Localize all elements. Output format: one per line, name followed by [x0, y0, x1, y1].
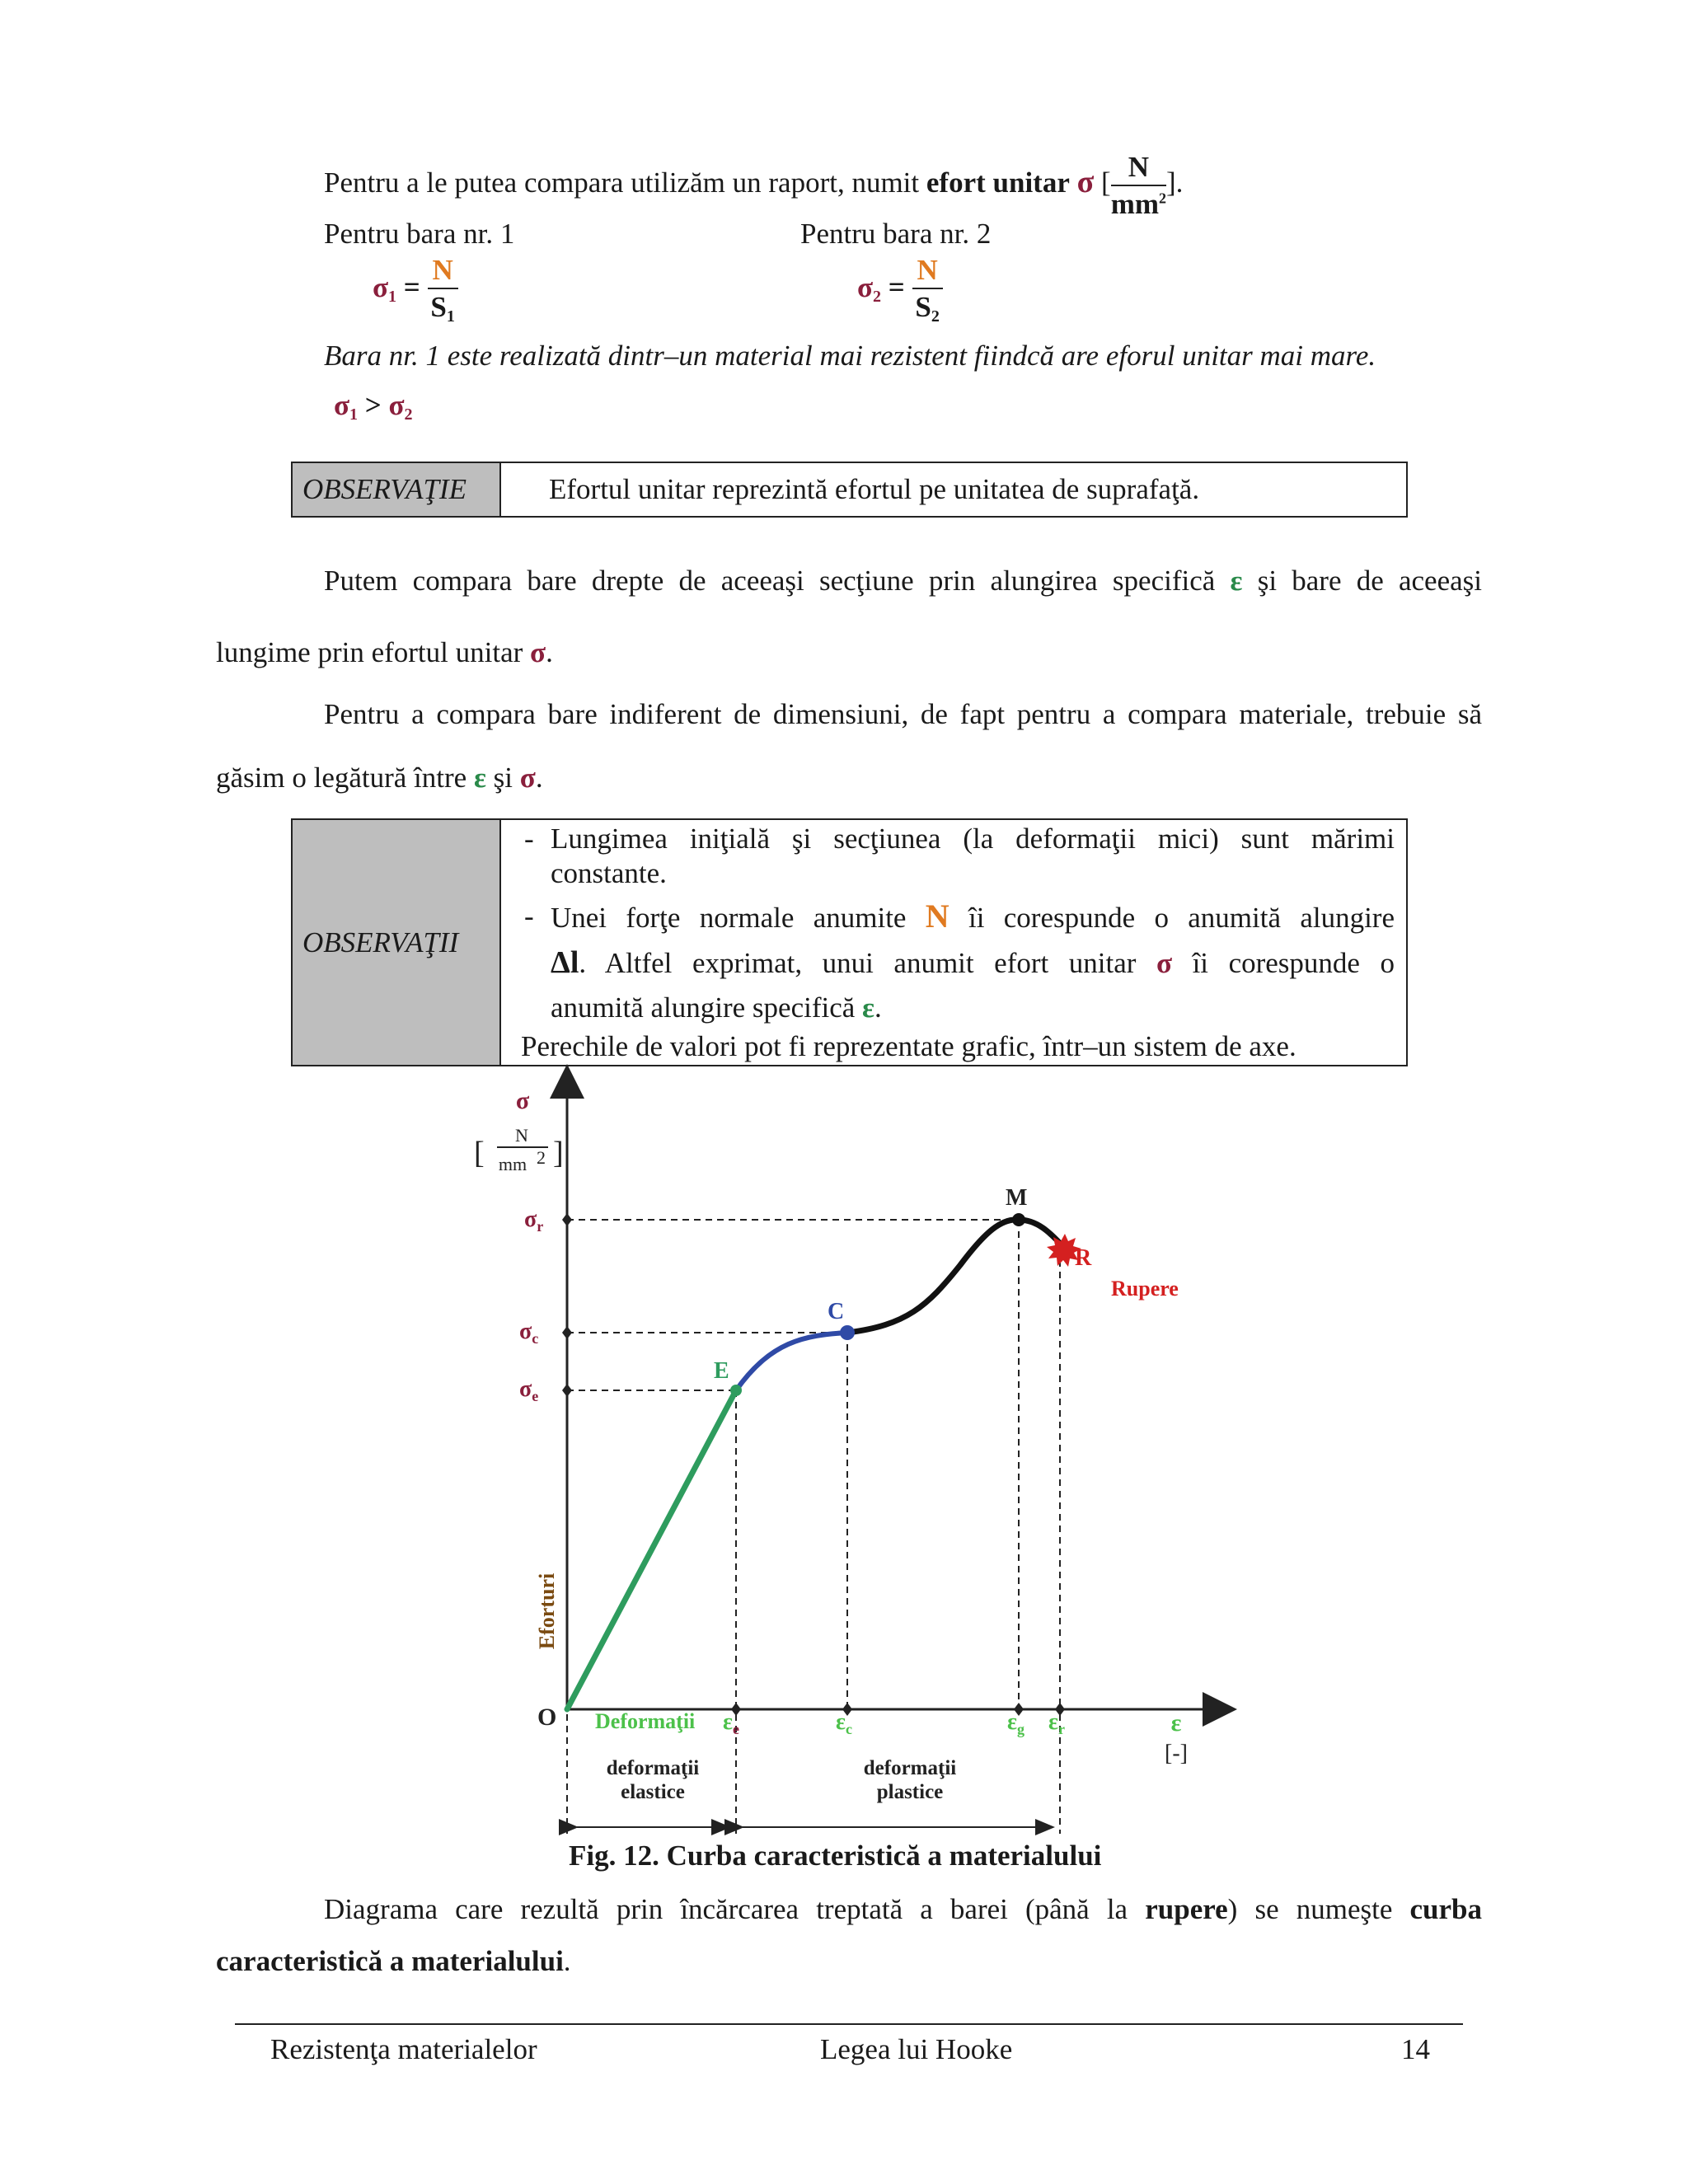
y-axis-symbol: σ — [515, 1087, 530, 1114]
formula1-den: S — [430, 291, 447, 323]
formula1-sigma: σ — [373, 271, 389, 304]
observation-text: Efortul unitar reprezintă efortul pe unitatea de suprafaţă. — [500, 462, 1407, 517]
paragraph2-line2: găsim o legătură între ε şi σ. — [216, 762, 543, 794]
inequality-left-sub: 1 — [349, 405, 359, 424]
sigma-c-label: $\sigma_c$ — [519, 1319, 539, 1347]
paragraph3-bold-curba: curba — [1409, 1893, 1482, 1925]
paragraph1-eps: ε — [1230, 565, 1243, 597]
observation-last-line: Perechile de valori pot fi reprezentate grafic, într–un sistem de axe. — [521, 1030, 1296, 1062]
observation-label: OBSERVAŢIE — [292, 462, 500, 517]
bar1-title: Pentru bara nr. 1 — [324, 218, 515, 250]
inequality: $\sigma_1 > \sigma_2$ — [334, 389, 413, 424]
y-axis-unit-den: mm — [498, 1154, 528, 1174]
formula2-sigma: σ — [857, 271, 874, 304]
intro-unit-den: mm — [1110, 188, 1160, 220]
sigma-r-label: $\sigma_r$ — [524, 1207, 544, 1235]
rupture-label: Rupere — [1111, 1277, 1179, 1301]
paragraph3-bold-rupere: rupere — [1145, 1893, 1228, 1925]
transition-segment — [736, 1333, 847, 1390]
point-m-label: M — [1006, 1185, 1028, 1211]
paragraph3-bold-term: caracteristică a materialului — [216, 1945, 564, 1977]
x-axis-symbol: ε — [1170, 1709, 1182, 1736]
eps-r-label: $\varepsilon_r$ — [1048, 1709, 1065, 1737]
footer-left: Rezistenţa materialelor — [270, 2033, 537, 2065]
intro-close: ]. — [1166, 166, 1184, 199]
formula1-num: N — [428, 255, 458, 289]
observation-sigma: σ — [1156, 947, 1173, 979]
paragraph1-line2: lungime prin efortul unitar σ. — [216, 636, 553, 668]
zone-elastic-line2: elastice — [621, 1781, 685, 1803]
paragraph2-line1: Pentru a compara bare indiferent de dimensiuni, de fapt pentru a compara materiale, trebuie să — [324, 698, 1482, 730]
paragraph1-sigma: σ — [530, 636, 546, 668]
svg-text:]: ] — [553, 1136, 564, 1170]
svg-text:[: [ — [474, 1136, 485, 1170]
point-r-label: R — [1075, 1245, 1092, 1271]
sigma-e-label: $\sigma_e$ — [519, 1376, 539, 1404]
eps-c-label: $\varepsilon_c$ — [836, 1709, 852, 1737]
footer-center: Legea lui Hooke — [820, 2033, 1013, 2065]
intro-bold: efort unitar — [926, 166, 1070, 199]
formula-bar2: $\sigma_2$ = $\frac{N}{S_2}$ — [857, 255, 943, 325]
eps-e-label: $\varepsilon_e$ — [723, 1709, 739, 1737]
plastic-segment — [847, 1220, 1065, 1333]
figure-caption: Fig. 12. Curba caracteristică a materialului — [569, 1840, 1102, 1872]
paragraph3-line1: Diagrama care rezultă prin încărcarea treptată a barei (până la rupere) se numeşte curba — [324, 1893, 1482, 1925]
intro-text: Pentru a le putea compara utilizăm un raport, numit — [324, 166, 926, 199]
bar2-title: Pentru bara nr. 2 — [800, 218, 992, 250]
y-axis-title: Eforturi — [535, 1572, 559, 1650]
y-axis-unit-exp: 2 — [537, 1147, 546, 1168]
formula-bar1: $\sigma_1$ = $\frac{N}{S_1}$ — [373, 255, 458, 325]
elastic-segment — [567, 1390, 736, 1709]
formula2-num: N — [912, 255, 943, 289]
intro-unit-exp: 2 — [1159, 190, 1167, 207]
paragraph2-sigma: σ — [519, 762, 536, 794]
point-e-label: E — [714, 1358, 729, 1384]
guide-lines — [567, 1220, 1060, 1834]
observation-n: N — [925, 898, 950, 935]
observations-label: OBSERVAŢII — [292, 819, 500, 1066]
observation-bullet-2: - Unei forţe normale anumite N îi corespunde o anumită alungire Δl. Altfel exprimat, unui anumit efort unitar σ îi corespunde o anumită alungire specifică ε. — [521, 894, 1395, 1030]
observation-delta-l: Δl — [551, 945, 579, 980]
paragraph2-eps: ε — [473, 762, 486, 794]
x-axis-title: Deformaţii — [595, 1709, 696, 1733]
point-m-dot — [1012, 1213, 1025, 1226]
y-axis-unit-num: N — [515, 1125, 528, 1146]
footer-rule — [235, 2023, 1463, 2025]
intro-line: Pentru a le putea compara utilizăm un raport, numit efort unitar σ [ $\frac{N}{mm^2}$ ]. — [324, 151, 1184, 220]
point-e-dot — [730, 1385, 742, 1396]
point-c-label: C — [828, 1299, 845, 1324]
observation-bullet-1: - Lungimea iniţială şi secţiunea (la deformaţii mici) sunt mărimi constante. — [521, 822, 1395, 891]
formula1-den-sub: 1 — [446, 307, 455, 326]
zone-plastic-line2: plastice — [876, 1781, 944, 1803]
formula2-sub: 2 — [873, 288, 882, 307]
conclusion-text: Bara nr. 1 este realizată dintr–un material mai rezistent fiindcă are eforul unitar mai mare. — [324, 340, 1376, 372]
origin-label: O — [537, 1704, 557, 1731]
intro-unit-num: N — [1111, 152, 1166, 186]
point-c-dot — [840, 1325, 855, 1340]
paragraph1-line1: Putem compara bare drepte de aceeaşi secţiune prin alungirea specifică ε şi bare de aceeaşi — [324, 565, 1482, 597]
x-axis-unit: [-] — [1165, 1741, 1188, 1766]
observation-eps: ε — [862, 991, 874, 1024]
formula1-sub: 1 — [388, 288, 397, 307]
formula2-den-sub: 2 — [931, 307, 940, 326]
tick-marks — [562, 1213, 1065, 1716]
intro-sigma: σ — [1076, 165, 1095, 200]
zone-plastic-line1: deformaţii — [863, 1757, 957, 1779]
footer-page-number: 14 — [1401, 2033, 1430, 2065]
inequality-right-sub: 2 — [404, 405, 413, 424]
zone-elastic-line1: deformaţii — [606, 1757, 700, 1779]
formula2-den: S — [915, 291, 931, 323]
paragraph3-line2: caracteristică a materialului. — [216, 1945, 571, 1977]
eps-g-label: $\varepsilon_g$ — [1007, 1709, 1025, 1737]
